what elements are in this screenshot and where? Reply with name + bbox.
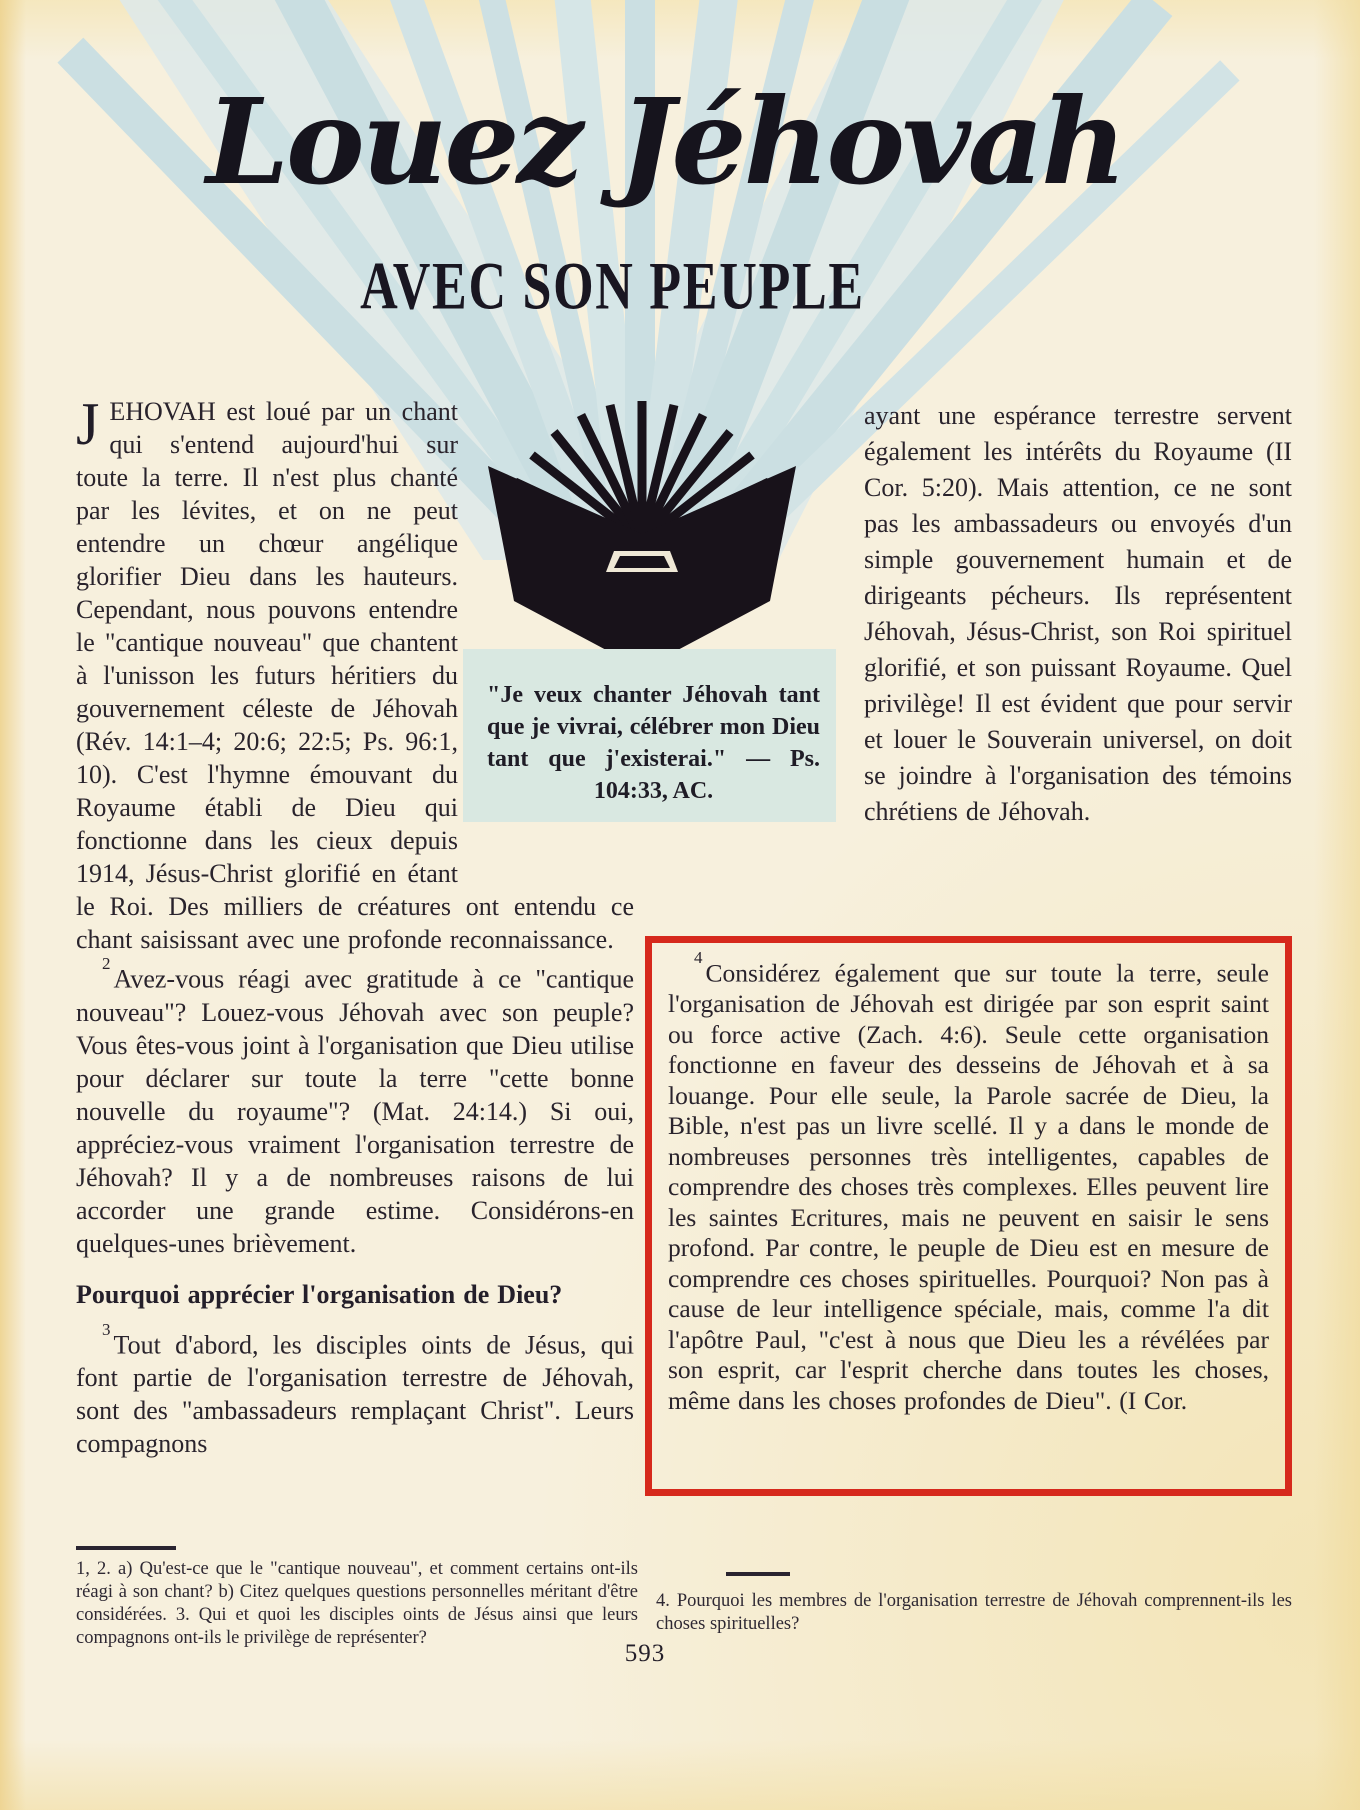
page-title-script: Louez Jéhovah [206, 72, 1124, 211]
page-title-caps: AVEC SON PEUPLE [360, 249, 865, 324]
paragraph-4 [668, 948, 1269, 1416]
paragraph-3-continuation: ayant une espérance terrestre servent également les intérêts du Royaume (II Cor. 5:20). Mais attention, ce ne sont pas les ambassadeurs ou envoyés d'un simple gouvernement humain et de dirigeants pécheurs. Ils représentent Jéhovah, Jésus-Christ, son Roi spirituel glorifié, et son puissant Royaume. Quel privilège! Il est évident que pour servir et louer le Souverain universel, on doit se joindre à l'organisation des témoins chrétiens de Jéhovah. [864, 401, 1292, 826]
scripture-quote-text: "Je veux chanter Jéhovah tant que je vivrai, célébrer mon Dieu tant que j'existerai." — Ps. 104:33, AC. [487, 682, 820, 804]
footnote-left-text: 1, 2. a) Qu'est-ce que le "cantique nouveau", et comment certains ont-ils réagi à son chant? b) Citez quelques questions personnelles méritant d'être considérées. 3. Qui et quoi les disciples oints de Jésus ainsi que leurs compagnons ont-ils le privilège de représenter? [76, 1559, 638, 1648]
footnote-rule-left [76, 1546, 176, 1550]
paragraph-4-text: Considérez également que sur toute la terre, seule l'organisation de Jéhovah est dirigée par son esprit saint ou force active (Zach. 4:6). Seule cette organisation fonctionne en faveur des desseins de Jéhovah et à sa louange. Pour elle seule, la Parole sacrée de Dieu, la Bible, n'est pas un livre scellé. Il y a dans le monde de nombreuses personnes très intelligentes, capables de comprendre des choses très complexes. Elles peuvent lire les saintes Ecritures, mais ne peuvent en saisir le sens profond. Par contre, le peuple de Dieu est en mesure de comprendre ces choses spirituelles. Pourquoi? Non pas à cause de leur intelligence spéciale, mais, comme l'a dit l'apôtre Paul, "c'est à nous que Dieu les a révélées par son esprit, car l'esprit cherche dans toutes les choses, même dans les choses profondes de Dieu". (I Cor. [668, 958, 1269, 1415]
illustration-spacer [650, 398, 864, 876]
footnote-left [76, 1558, 638, 1650]
highlighted-paragraph-box [645, 936, 1292, 1496]
paragraph-1-text: EHOVAH est loué par un chant qui s'entend aujourd'hui sur toute la terre. Il n'est plus chanté par les lévites, et on ne peut entendre un chœur angélique glorifier Dieu dans les hauteurs. Cependant, nous pouvons entendre le "cantique nouveau" que chantent à l'unisson les futurs héritiers du gouvernement céleste de Jéhovah (Rév. 14:1–4; 20:6; 22:5; Ps. 96:1, 10). C'est l'hymne émouvant du Royaume établi de Dieu qui fonctionne dans les cieux depuis 1914, Jésus-Christ glorifié en étant le Roi. Des milliers de créatures ont entendu ce chant saisissant avec une profonde reconnaissance. [76, 397, 634, 954]
footnote-right-text: 4. Pourquoi les membres de l'organisation terrestre de Jéhovah comprennent-ils les choses spirituelles? [656, 1591, 1292, 1634]
right-text-column [650, 398, 1292, 876]
footnote-right [656, 1590, 1292, 1636]
left-text-column [76, 391, 634, 1460]
paragraph-3-marker: 3 [102, 1319, 111, 1339]
paragraph-3 [76, 1319, 634, 1461]
illustration-spacer [458, 395, 634, 877]
page-number: 593 [624, 1640, 666, 1667]
paragraph-3-text: Tout d'abord, les disciples oints de Jésus, qui font partie de l'organisation terrestre de Jéhovah, sont des "ambassadeurs remplaçant Christ". Leurs compagnons [76, 1330, 634, 1459]
paragraph-2-marker: 2 [102, 954, 111, 973]
paragraph-2 [76, 956, 634, 1260]
dropcap-letter: J [76, 391, 100, 457]
section-heading: Pourquoi apprécier l'organisation de Dieu? [76, 1279, 563, 1309]
paragraph-4-marker: 4 [694, 948, 703, 967]
paragraph-2-text: Avez-vous réagi avec gratitude à ce "cantique nouveau"? Louez-vous Jéhovah avec son peuple? Vous êtes-vous joint à l'organisation que Dieu utilise pour déclarer sur toute la terre "cette bonne nouvelle du royaume"? (Mat. 24:14.) Si oui, appréciez-vous vraiment l'organisation terrestre de Jéhovah? Il y a de nombreuses raisons de lui accorder une grande estime. Considérons-en quelques-unes brièvement. [76, 964, 634, 1258]
footnote-rule-right [726, 1572, 790, 1576]
